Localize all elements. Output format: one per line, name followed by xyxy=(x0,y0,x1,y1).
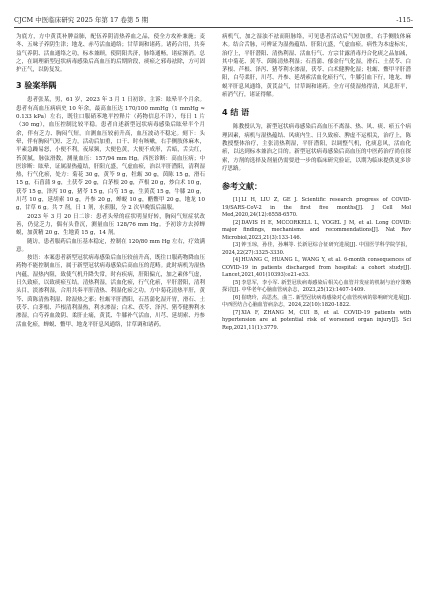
section-heading-conclusion: 4 结 语 xyxy=(222,108,250,118)
reference-item: [6]崔晓玲，高思杰，曲兰. 新型冠状病毒感染对心血管疾病的影响研究进展[J]. 中西医结合心脑血管病杂志，2024,22(10):1820-1822. xyxy=(222,294,411,309)
references-heading: 参考文献： xyxy=(222,182,262,192)
paragraph: 陈教授认为，新型冠状病毒感染后高血压不离湿、热、风、痰、瘀五个病理因素，病机与湿热蕴结、风痰内生、日久致瘀、脾虚不运相关，治疗上，陈教授整体治疗，主张清热利湿，平肝潜阳，以调整气机，化痰息风，活血化瘀，以达到标本兼治之目的。新型冠状病毒感染后高血压的中医药治疗尚在探索，方剂的选择及剂量仍需要进一步的临床研究验证，以期为临床提供更多诊疗思路。 xyxy=(222,124,411,172)
left-column xyxy=(16,33,205,329)
paragraph: 病机气，加之湿浊不祛而阻脉络，可见患者活动后气短加重，右手侧肢体麻木。结合舌脉，可辨证为湿热蕴结、肝阳亢盛，气虚血瘀。病性为本虚标实，治疗上，平肝潜阳、清热利湿、活血行气、方宗甘露消毒丹合化痰之品加减，其中菊花、黄芩、茵陈清热利湿；石菖蒲、郁金行气化湿，滑石、土茯苓、白茅根、芦根、泽泻、猪苓利水渗湿，茯苓、白术健脾化湿；牡蛎、鳖甲平肝潜阳，白芍柔肝，川芎、丹参、延胡索活血化瘀行气，牛膝引血下行，地龙、蝉蜕平肝息风通络，黄芪益气，甘草调和诸药。全方可使湿热得清，风息肝平，瘀消气行，诸证得解。 xyxy=(222,34,411,99)
reference-list xyxy=(222,197,411,332)
right-column xyxy=(222,33,411,332)
paragraph: 为底方，方中黄芪补脾益肺，配伍养阴清热养血之品，使全方攻补兼施；麦冬、五味子养阴生津；地龙、赤芍活血通络；甘草调和诸药。诸药合用，共奏益气养阴、活血通络之功，标本兼顾，使阴阳共济，脉络通畅，诸症渐消。总之，在调理新型冠状病毒感染后高血压的后期阶段，痰瘀之邪毒祛除，方可固护正气，以防复发。 xyxy=(16,34,205,74)
reference-item: [4]HUANG C, HUANG L, WANG Y, et al. 6-month consequences of COVID-19 in patients discharged from hospital: a cohort study[J]. Lancet,2021,401(10393):e21-e33. xyxy=(222,257,411,279)
reference-item: [5]李思军，李小军. 新型冠状病毒感染后相关心血管并发症的机制与治疗策略探讨[J]. 中华老年心脑血管病杂志，2023,25(12):1407-1409. xyxy=(222,279,411,294)
journal-title: CJCM 中医临床研究 2025 年第 17 卷第 5 期 xyxy=(14,16,149,24)
reference-item: [7]XIA F, ZHANG M, CUI B, et al. COVID-19 patients with hypertension are at potential risk of worsened organ injury[J]. Sci Rep,2021,11(1):3779. xyxy=(222,309,411,331)
reference-item: [1]LI H, LIU Z, GE J. Scientific research progress of COVID-19/SARS-CoV-2 in the first five months[J]. J Cell Mol Med,2020,24(12):6558-6570. xyxy=(222,197,411,219)
paragraph: 患者张某，男，61 岁，2023 年 3 月 1 日初诊。主诉：眩晕半个月余。患者有高血压病病史 10 年余，最高血压达 170/100 mmHg（1 mmHg ≈ 0.133 kPa）左右，既往口服硝苯地平控释片（药物信息不详），每日 1 片（30 mg），血压控制比较平稳。患者自述新型冠状病毒感染后眩晕半个月余，伴有乏力、胸闷气短，自测血压较前升高，血压波动不稳定。刻下：头晕，伴有胸闷气短、乏力，活动后加重，口干、时有咳嗽，右手侧肢体麻木，平素急躁易怒，小便不利，夜尿频，大便色黄，大便不成形，舌暗，舌尖红，苔黄腻，脉弦滑数。测量血压：157/94 mm Hg。西医诊断：高血压病；中医诊断：眩晕，证属湿热蕴结，肝阳亢盛，气虚血瘀，治以平肝潜阳，清利湿热，行气化瘀，处方：菊花 30 g，黄芩 9 g，牡蛎 30 g，茵陈 15 g，滑石 15 g，石菖蒲 9 g，土茯苓 20 g，白茅根 20 g，芦根 20 g，炒白术 10 g，茯苓 15 g，泽泻 10 g，猪苓 15 g，白芍 15 g，生黄芪 15 g，牛膝 20 g，川芎 10 g，延胡索 10 g，丹参 20 g，蝉蜕 10 g，醋鳖甲 20 g，地龙 10 g，甘草 6 g。共 7 剂，日 1 剂，水煎服，分 2 次早晚饭后温服。 xyxy=(16,97,205,212)
section-heading-case: 3 验案举隅 xyxy=(16,81,57,91)
reference-item: [3]钟玉琼，孙佳，孙琳等. 长新冠综合征研究进展[J]. 中国医学科学院学报，2024,22(27):3325-3330. xyxy=(222,242,411,256)
page-number: -115- xyxy=(396,16,413,24)
reference-item: [2]DAVIS H E, MCCORKELL L, VOGEL J M, et al. Long COVID: major findings, mechanisms and recommendations[J]. Nat Rev Microbiol,2023,21(3):133-146. xyxy=(222,219,411,241)
paragraph: 随访，患者服药后血压基本稳定，控制在 120/80 mm Hg 左右，疗效满意。 xyxy=(16,238,205,253)
header-divider xyxy=(14,27,413,28)
paragraph: 2023 年 3 月 20 日二诊：患者头晕的症状明显好转，胸闷气短症状改善，仍觉乏力，偶有头昏沉，测量血压 128/76 mm Hg。予初诊方去掉蝉蜕，加黄精 20 g、生地黄 15 g，14 剂。 xyxy=(16,213,205,237)
paragraph: 按语：本案患者新型冠状病毒感染后血压较前升高，既往口服药物降血压药物不能控制血压，属于新型冠状病毒感染后高血压的范畴。此时病机为湿热内蕴，湿热内阻，致使气机升降失常，时有疾病，肝阳偏亢，加之素体气虚，日久致瘀，以致痰瘀互结。清热利湿，活血化瘀，行气化瘀，平肝潜阳，清利头目，淡渗利湿，合用共奏平肝清热、利湿化瘀之功。方中菊花清热平肝，黄芩、茵陈清热利湿、除湿热之邪；牡蛎平肝潜阳，石菖蒲化湿开胃，滑石、土茯苓、白茅根、芦根清利湿热，利水渗湿；白术、茯苓、泽泻、猪苓健脾利水渗湿，白芍养血敛阴、柔肝止痛，黄芪、牛膝补气活血，川芎、延胡索、丹参活血化瘀，蝉蜕、鳖甲、地龙平肝息风通络，甘草调和诸药。 xyxy=(16,255,205,328)
page-header xyxy=(14,12,413,24)
